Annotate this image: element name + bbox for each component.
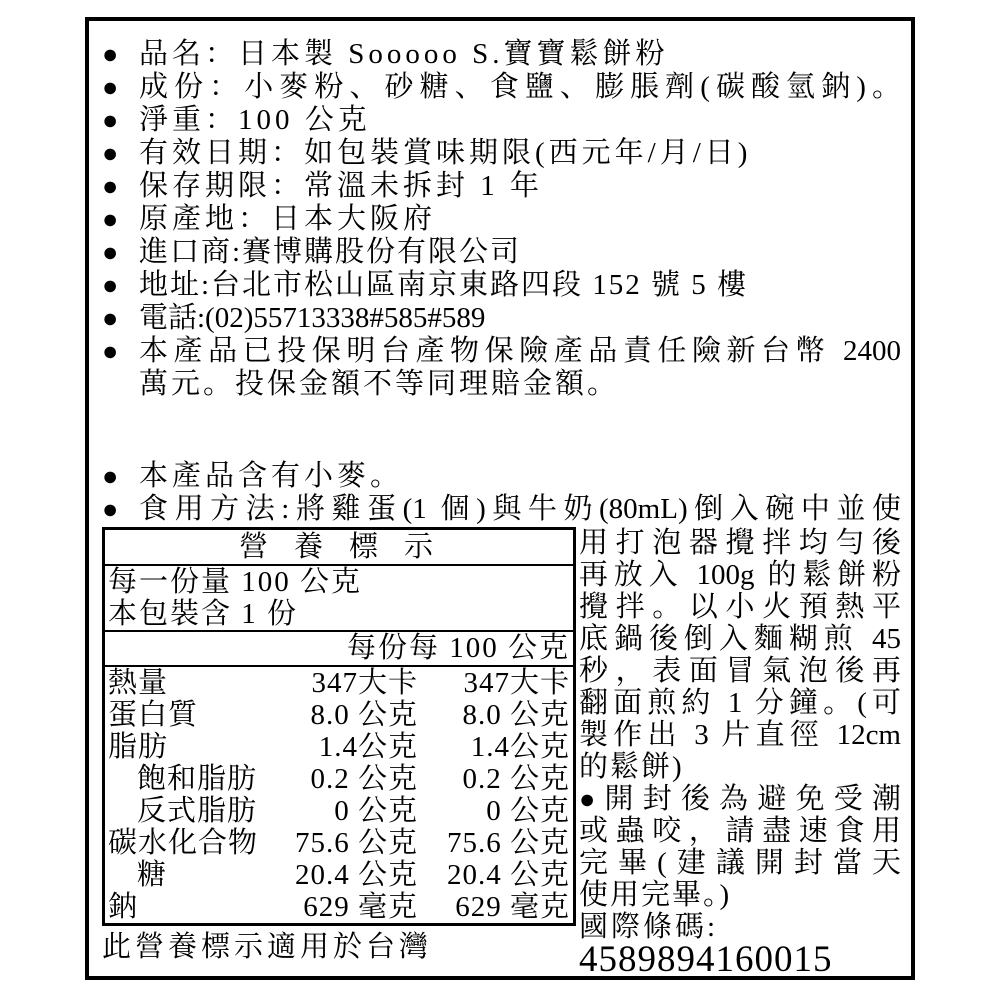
nutrition-column-headers xyxy=(105,632,573,667)
storage-text: 開封後為避免受潮 xyxy=(604,783,901,815)
row-name: 糖 xyxy=(137,859,168,891)
barcode-number: 4589894160015 xyxy=(579,939,833,980)
nutrition-table xyxy=(102,527,576,926)
usage-line: 翻面煎約 1 分鐘。(可 xyxy=(579,687,901,719)
per-serving-value: 20.4 公克 xyxy=(294,859,418,891)
barcode-label: 國際條碼: xyxy=(579,911,719,943)
usage-line: 底鍋後倒入麵糊煎 45 xyxy=(579,623,901,655)
row-name: 飽和脂肪 xyxy=(137,763,258,795)
nutrition-row-trans-fat xyxy=(108,795,570,827)
col-header-per-100g: 每 100 公克 xyxy=(408,632,570,664)
nutrition-footnote: 此營養標示適用於台灣 xyxy=(102,931,433,963)
bullet-icon: ● xyxy=(102,105,119,135)
bullet-icon: ● xyxy=(102,138,119,168)
info-line-insurance-cont xyxy=(102,368,901,401)
info-line-address xyxy=(102,269,901,302)
allergen-line xyxy=(102,460,901,493)
per-serving-value: 0 公克 xyxy=(334,795,418,827)
nutrition-title: 營養標示 xyxy=(105,530,573,566)
info-line-text: 保存期限：常溫未拆封 1 年 xyxy=(139,170,544,202)
info-line-product-name xyxy=(102,38,901,71)
per-100g-value: 0.2 公克 xyxy=(462,763,570,795)
header-spacer xyxy=(108,632,259,665)
bullet-icon: ● xyxy=(102,494,119,524)
storage-line: 使用完畢。) xyxy=(579,879,732,911)
bullet-icon: ● xyxy=(102,336,119,366)
info-line-ingredients xyxy=(102,71,901,104)
bullet-icon: ● xyxy=(579,784,605,814)
info-line-text: 電話:(02)55713338#585#589 xyxy=(139,302,486,334)
lower-columns xyxy=(102,527,901,980)
usage-line: 製作出 3 片直徑 12cm xyxy=(579,719,901,751)
info-line-text: 進口商:賽博購股份有限公司 xyxy=(139,236,522,268)
info-line-expiry-date xyxy=(102,137,901,170)
per-serving-value: 629 毫克 xyxy=(303,891,418,923)
row-name: 反式脂肪 xyxy=(137,795,258,827)
bullet-icon: ● xyxy=(102,39,119,69)
per-serving-value: 1.4公克 xyxy=(318,731,418,763)
info-line-phone xyxy=(102,302,901,335)
product-info-section xyxy=(102,38,901,401)
row-name: 熱量 xyxy=(108,667,169,699)
serving-info xyxy=(105,566,573,632)
allergen-usage-section xyxy=(102,460,901,526)
per-100g-value: 347大卡 xyxy=(463,667,570,699)
per-serving-value: 75.6 公克 xyxy=(294,827,418,859)
row-name: 蛋白質 xyxy=(108,699,199,731)
usage-intro-line xyxy=(102,493,901,526)
per-100g-value: 629 毫克 xyxy=(455,891,570,923)
nutrition-row-calories xyxy=(108,667,570,699)
nutrition-row-sugar xyxy=(108,859,570,891)
nutrition-row-sodium xyxy=(108,891,570,923)
usage-line: 攪拌。以小火預熱平 xyxy=(579,591,901,623)
bullet-icon: ● xyxy=(102,303,119,333)
info-line-net-weight xyxy=(102,104,901,137)
usage-line: 的鬆餅) xyxy=(579,751,684,783)
bullet-icon: ● xyxy=(102,461,119,491)
info-line-origin xyxy=(102,203,901,236)
info-line-text: 地址:台北市松山區南京東路四段 152 號 5 樓 xyxy=(139,269,749,301)
per-serving-value: 0.2 公克 xyxy=(310,763,418,795)
per-serving-value: 8.0 公克 xyxy=(310,699,418,731)
bullet-icon: ● xyxy=(102,72,119,102)
per-100g-value: 20.4 公克 xyxy=(446,859,570,891)
nutrition-column xyxy=(102,527,576,976)
product-label-box xyxy=(85,17,915,980)
storage-line: 完畢(建議開封當天 xyxy=(579,847,901,879)
bullet-icon: ● xyxy=(102,270,119,300)
row-name: 脂肪 xyxy=(108,731,169,763)
info-line-text: 品名：日本製 Sooooo S.寶寶鬆餅粉 xyxy=(139,38,669,70)
nutrition-row-saturated-fat xyxy=(108,763,570,795)
info-line-text: 成份：小麥粉、砂糖、食鹽、膨脹劑(碳酸氫鈉)。 xyxy=(139,71,901,103)
bullet-icon: ● xyxy=(102,237,119,267)
per-100g-value: 75.6 公克 xyxy=(446,827,570,859)
col-header-per-serving: 每份 xyxy=(346,632,409,664)
nutrition-row-carbohydrate xyxy=(108,827,570,859)
usage-line: 用打泡器攪拌均勻後 xyxy=(579,527,901,559)
info-line-text: 原產地：日本大阪府 xyxy=(139,203,437,235)
serving-size: 每一份量 100 公克 xyxy=(108,566,363,598)
info-line-text: 萬元。投保金額不等同理賠金額。 xyxy=(139,368,620,400)
usage-line: 再放入 100g 的鬆餅粉 xyxy=(579,559,901,591)
per-serving-value: 347大卡 xyxy=(311,667,418,699)
row-name: 鈉 xyxy=(108,891,139,923)
per-100g-value: 0 公克 xyxy=(486,795,570,827)
usage-line: 秒，表面冒氣泡後再 xyxy=(579,655,901,687)
per-100g-value: 1.4公克 xyxy=(470,731,570,763)
nutrition-row-protein xyxy=(108,699,570,731)
storage-line: 或蟲咬，請盡速食用 xyxy=(579,815,901,847)
storage-line xyxy=(579,783,901,815)
info-line-shelf-life xyxy=(102,170,901,203)
nutrition-row-fat xyxy=(108,731,570,763)
package-servings: 本包裝含 1 份 xyxy=(108,598,299,630)
bullet-icon: ● xyxy=(102,171,119,201)
info-line-importer xyxy=(102,236,901,269)
bullet-icon: ● xyxy=(102,204,119,234)
info-line-text: 淨重：100 公克 xyxy=(139,104,371,136)
info-line-text: 本產品已投保明台產物保險產品責任險新台幣 2400 xyxy=(139,335,901,367)
row-name: 碳水化合物 xyxy=(108,827,259,859)
instructions-column xyxy=(579,527,901,980)
allergen-text: 本產品含有小麥。 xyxy=(139,460,404,492)
usage-intro-text: 食用方法:將雞蛋(1 個)與牛奶(80mL)倒入碗中並使 xyxy=(139,493,901,525)
nutrition-rows xyxy=(105,667,573,923)
info-line-text: 有效日期：如包裝賞味期限(西元年/月/日) xyxy=(139,137,752,169)
bullet-spacer xyxy=(102,368,139,401)
info-line-insurance xyxy=(102,335,901,368)
per-100g-value: 8.0 公克 xyxy=(462,699,570,731)
